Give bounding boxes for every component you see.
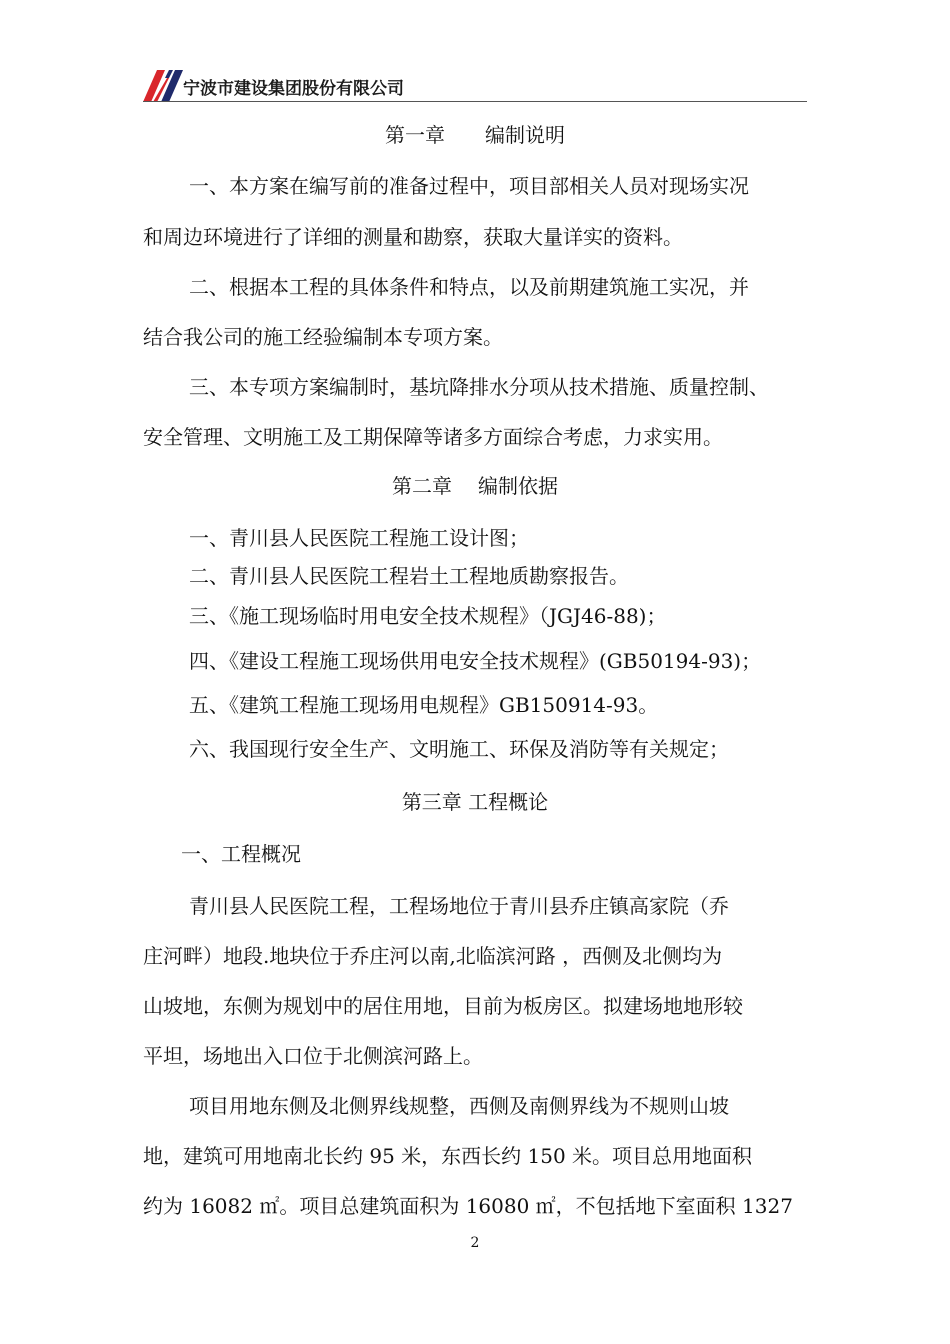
chapter-1-paragraph-1-line-2: 和周边环境进行了详细的测量和勘察，获取大量详实的资料。	[143, 225, 683, 249]
chapter-2-number: 第二章	[392, 474, 452, 498]
overview-paragraph-1-line-4: 平坦，场地出入口位于北侧滨河路上。	[143, 1044, 483, 1068]
company-logo-icon	[143, 68, 183, 102]
basis-item: 一、青川县人民医院工程施工设计图；	[189, 526, 529, 550]
chapter-1-paragraph-3-line-1: 三、本专项方案编制时，基坑降排水分项从技术措施、质量控制、	[189, 375, 769, 399]
basis-item: 四、《建设工程施工现场供用电安全技术规程》(GB50194-93)；	[189, 649, 762, 673]
basis-item: 二、青川县人民医院工程岩土工程地质勘察报告。	[189, 564, 629, 588]
overview-paragraph-1-line-2: 庄河畔）地段.地块位于乔庄河以南,北临滨河路 ，西侧及北侧均为	[143, 944, 723, 968]
basis-item: 六、我国现行安全生产、文明施工、环保及消防等有关规定；	[189, 737, 729, 761]
chapter-1-title	[0, 123, 950, 147]
chapter-3-title: 第三章 工程概论	[401, 790, 549, 814]
company-name: 宁波市建设集团股份有限公司	[183, 79, 404, 99]
basis-item: 三、《施工现场临时用电安全技术规程》（JGJ46-88)；	[189, 604, 667, 628]
chapter-1-paragraph-2-line-1: 二、根据本工程的具体条件和特点，以及前期建筑施工实况，并	[189, 275, 749, 299]
basis-item: 五、《建筑工程施工现场用电规程》GB150914-93。	[189, 693, 659, 717]
document-header	[143, 66, 404, 102]
chapter-1-name: 编制说明	[485, 123, 565, 147]
chapter-1-paragraph-3-line-2: 安全管理、文明施工及工期保障等诸多方面综合考虑，力求实用。	[143, 425, 723, 449]
overview-paragraph-2-line-3: 约为 16082 ㎡。项目总建筑面积为 16080 ㎡，不包括地下室面积 1327	[143, 1194, 793, 1218]
overview-paragraph-2-line-2: 地，建筑可用地南北长约 95 米，东西长约 150 米。项目总用地面积	[143, 1144, 753, 1168]
chapter-1-paragraph-1-line-1: 一、本方案在编写前的准备过程中，项目部相关人员对现场实况	[189, 174, 749, 198]
chapter-1-paragraph-2-line-2: 结合我公司的施工经验编制本专项方案。	[143, 325, 503, 349]
section-heading: 一、工程概况	[181, 842, 301, 866]
chapter-2-title	[0, 474, 950, 498]
page-number: 2	[470, 1235, 480, 1251]
chapter-2-name: 编制依据	[478, 474, 558, 498]
header-divider	[143, 101, 807, 102]
chapter-1-number: 第一章	[385, 123, 445, 147]
overview-paragraph-1-line-3: 山坡地，东侧为规划中的居住用地，目前为板房区。拟建场地地形较	[143, 994, 743, 1018]
overview-paragraph-1-line-1: 青川县人民医院工程，工程场地位于青川县乔庄镇高家院（乔	[189, 894, 729, 918]
overview-paragraph-2-line-1: 项目用地东侧及北侧界线规整，西侧及南侧界线为不规则山坡	[189, 1094, 729, 1118]
